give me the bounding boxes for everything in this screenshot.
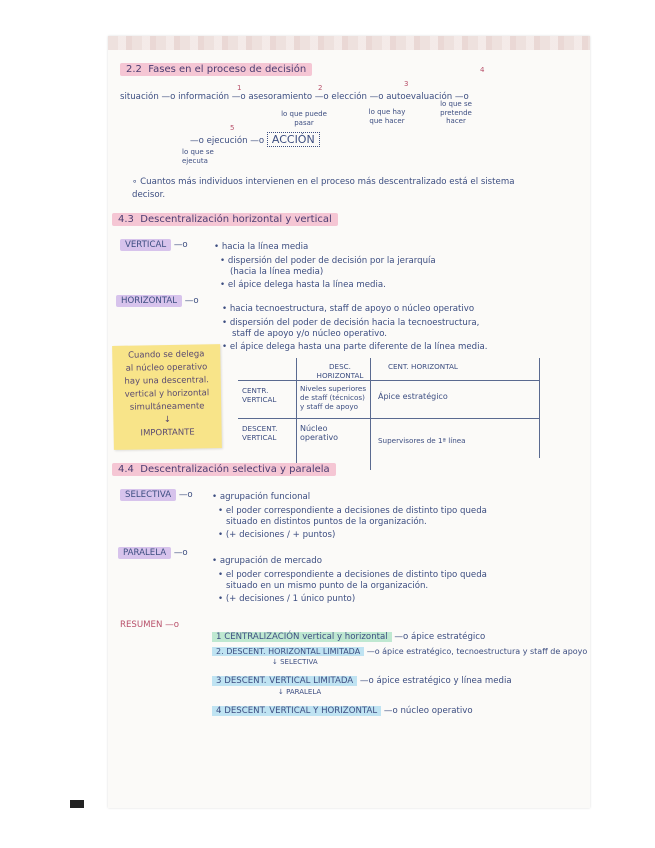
- step-number: 5: [230, 124, 235, 132]
- resumen-tail: ápice estratégico y línea media: [376, 676, 512, 686]
- section-title: Descentralización horizontal y vertical: [140, 214, 332, 225]
- section-number: 4.3: [118, 214, 134, 225]
- section-4-4-heading: [112, 464, 336, 475]
- paralela-item-cont: [226, 581, 428, 592]
- process-chain-2: —o ejecución —o ACCIÓN: [190, 134, 320, 147]
- step-note: lo que puede pasar: [281, 110, 327, 127]
- horizontal-item: • hacia tecnoestructura, staff de apoyo o núcleo operativo: [222, 304, 475, 314]
- item-text: agrupación funcional: [219, 492, 311, 502]
- paralela-row: PARALELA —o: [118, 548, 188, 559]
- table-cell: Supervisores de 1ª línea: [378, 436, 466, 445]
- down-arrow-icon: ↓: [163, 414, 172, 426]
- torn-paper-edge: [108, 36, 590, 50]
- item-text: (+ decisiones / 1 único punto): [225, 594, 356, 604]
- resumen-item: 3 DESCENT. VERTICAL LIMITADA —o ápice estratégico y línea media: [212, 676, 512, 687]
- chain-step: asesoramiento: [248, 92, 313, 102]
- item-text: el ápice delega hasta una parte diferente de la línea media.: [229, 342, 488, 352]
- decentralization-table: [238, 358, 540, 470]
- resumen-row: RESUMEN —o: [120, 620, 180, 630]
- step-number: 3: [404, 80, 409, 88]
- selectiva-tag: SELECTIVA: [120, 489, 176, 501]
- horizontal-row: HORIZONTAL —o: [116, 296, 199, 307]
- horizontal-item: • dispersión del poder de decisión hacia la tecnoestructura,: [222, 318, 480, 328]
- section-title: Descentralización selectiva y paralela: [140, 464, 330, 475]
- table-col-header: DESC. HORIZONTAL: [316, 362, 364, 380]
- item-text: dispersión del poder de decisión por la jerarquía: [227, 256, 436, 266]
- table-cell: Núcleo operativo: [300, 424, 339, 442]
- item-text: hacia tecnoestructura, staff de apoyo o núcleo operativo: [229, 304, 475, 314]
- resumen-num: 4: [216, 706, 222, 716]
- table-cell: Niveles superiores de staff (técnicos) y staff de apoyo: [300, 384, 367, 411]
- vertical-tag: VERTICAL: [120, 239, 171, 251]
- vertical-row: VERTICAL —o: [120, 240, 188, 251]
- resumen-tail: ápice estratégico: [411, 632, 486, 642]
- table-row-header: CENTR. VERTICAL: [242, 386, 277, 404]
- selectiva-item-cont: [226, 517, 427, 528]
- section-number: 2.2: [126, 64, 142, 75]
- step-note: lo que hay que hacer: [368, 108, 406, 125]
- item-text: (+ decisiones / + puntos): [225, 530, 336, 540]
- chain-step: elección: [331, 92, 367, 102]
- chain-step: ejecución: [206, 136, 248, 146]
- chain-step: autoevaluación: [386, 92, 453, 102]
- resumen-tail: ápice estratégico, tecnoestructura y staff de apoyo: [382, 647, 588, 656]
- item-text: dispersión del poder de decisión hacia la tecnoestructura,: [229, 318, 480, 328]
- resumen-sub: ↓ PARALELA: [278, 688, 322, 696]
- item-text: el poder correspondiente a decisiones de distinto tipo queda: [225, 506, 487, 516]
- item-text: hacia la línea media: [221, 242, 309, 252]
- item-text: (hacia la línea media): [230, 267, 324, 277]
- resumen-sub: ↓ SELECTIVA: [272, 658, 318, 666]
- table-cell: Ápice estratégico: [378, 392, 448, 401]
- step-note: lo que se ejecuta: [182, 148, 214, 165]
- resumen-text: DESCENT. HORIZONTAL LIMITADA: [226, 647, 361, 656]
- sticky-line: Cuando se delega: [127, 349, 205, 361]
- vertical-item: • el ápice delega hasta la línea media.: [220, 280, 386, 290]
- sub-label: SELECTIVA: [280, 658, 318, 666]
- sticky-line: simultáneamente: [129, 401, 205, 413]
- selectiva-item: • el poder correspondiente a decisiones de distinto tipo queda: [218, 506, 487, 516]
- sub-label: PARALELA: [286, 688, 322, 696]
- resumen-tail: núcleo operativo: [400, 706, 473, 716]
- resumen-num: 2.: [216, 647, 224, 656]
- paralela-item: • agrupación de mercado: [212, 556, 322, 566]
- resumen-tag: RESUMEN: [120, 620, 163, 630]
- section-2-2-heading: [120, 64, 312, 75]
- section-4-3-heading: [112, 214, 338, 225]
- resumen-item: 1 CENTRALIZACIÓN vertical y horizontal —o ápice estratégico: [212, 632, 485, 643]
- paralela-tag: PARALELA: [118, 547, 171, 559]
- resumen-num: 3: [216, 676, 222, 686]
- item-text: situado en un mismo punto de la organización.: [226, 581, 429, 591]
- accion-label: ACCIÓN: [267, 132, 320, 147]
- section-title: Fases en el proceso de decisión: [148, 64, 307, 75]
- horizontal-item: • el ápice delega hasta una parte diferente de la línea media.: [222, 342, 488, 352]
- process-chain: situación —o información —o asesoramiento —o elección —o autoevaluación —o: [120, 92, 469, 102]
- item-text: situado en distintos puntos de la organización.: [226, 517, 427, 527]
- table-col-header: CENT. HORIZONTAL: [388, 362, 458, 371]
- sticky-line: vertical y horizontal: [124, 388, 210, 400]
- step-number: 1: [237, 84, 242, 92]
- horizontal-tag: HORIZONTAL: [116, 295, 182, 307]
- step-number: 2: [318, 84, 323, 92]
- sticky-tag: IMPORTANTE: [140, 427, 195, 439]
- selectiva-item: • (+ decisiones / + puntos): [218, 530, 336, 540]
- vertical-item: • hacia la línea media: [214, 242, 309, 252]
- table-row-header: DESCENT. VERTICAL: [242, 424, 278, 442]
- resumen-text: CENTRALIZACIÓN vertical y horizontal: [224, 632, 388, 642]
- vertical-item-note: [230, 267, 323, 278]
- section-number: 4.4: [118, 464, 134, 475]
- paralela-item: • (+ decisiones / 1 único punto): [218, 594, 356, 604]
- item-text: el poder correspondiente a decisiones de distinto tipo queda: [225, 570, 487, 580]
- horizontal-item-cont: [232, 329, 387, 340]
- item-text: staff de apoyo y/o núcleo operativo.: [232, 329, 388, 339]
- bullet-text: Cuantos más individuos intervienen en el proceso más descentralizado está el sistema decisor.: [132, 177, 515, 200]
- chain-step: información: [178, 92, 230, 102]
- selectiva-item: • agrupación funcional: [212, 492, 311, 502]
- chain-step: situación: [120, 92, 159, 102]
- item-text: el ápice delega hasta la línea media.: [227, 280, 386, 290]
- item-text: agrupación de mercado: [219, 556, 322, 566]
- step-number: 4: [480, 66, 485, 74]
- resumen-num: 1: [216, 632, 222, 642]
- selectiva-row: SELECTIVA —o: [120, 490, 193, 501]
- resumen-item: 2. DESCENT. HORIZONTAL LIMITADA —o ápice estratégico, tecnoestructura y staff de apoyo: [212, 646, 587, 657]
- sticky-line: al núcleo operativo: [125, 362, 208, 374]
- sticky-line: hay una descentral.: [124, 375, 210, 387]
- step-note: lo que se pretende hacer: [440, 100, 472, 125]
- scan-mark: [70, 800, 84, 808]
- bullet-note: ∘ Cuantos más individuos intervienen en el proceso más descentralizado está el sistema decisor.: [132, 177, 515, 200]
- vertical-item: • dispersión del poder de decisión por la jerarquía: [220, 256, 436, 266]
- resumen-text: DESCENT. VERTICAL LIMITADA: [224, 676, 354, 686]
- resumen-text: DESCENT. VERTICAL Y HORIZONTAL: [224, 706, 378, 716]
- paralela-item: • el poder correspondiente a decisiones de distinto tipo queda: [218, 570, 487, 580]
- sticky-note: [112, 344, 222, 450]
- resumen-item: 4 DESCENT. VERTICAL Y HORIZONTAL —o núcleo operativo: [212, 706, 473, 717]
